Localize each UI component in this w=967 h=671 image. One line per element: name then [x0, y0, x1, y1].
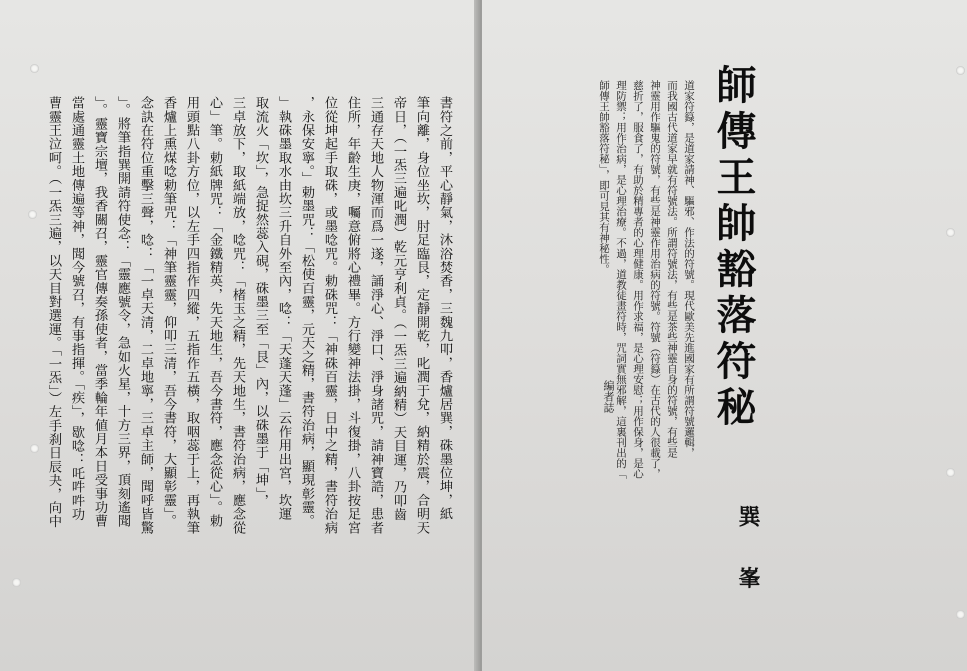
body-column: 當處通靈土地傳遍等神，聞今號召，有事指揮。「疾」，歇唸：吒吽吽功 — [69, 96, 84, 522]
body-column: 用頭點八卦方位，以左手四指作四縱，五指作五橫，取咽蕊于上，再執筆 — [184, 96, 199, 535]
body-column: 」。靈寶宗壇，我香關召，靈官傳奏孫使者，當季輪年値月本日受事功曹 — [92, 96, 107, 528]
binding-hole — [28, 210, 37, 219]
body-column: 香爐上熏煤唸勅筆咒：「神筆靈靈，仰叩三清，吾今書符，大顯彰靈」。 — [161, 96, 176, 528]
left-page — [0, 0, 480, 671]
binding-hole — [946, 468, 955, 477]
body-column: 住所，年齡生庚，囑意俯將心禮畢。方行變神法掛，斗復掛，八卦按足宮 — [345, 96, 360, 535]
binding-hole — [30, 444, 39, 453]
body-column: 念訣在符位重擊三聲，唸：「一卓天清，二卓地寧，三卓主師，聞呼皆驚 — [138, 96, 153, 535]
article-title: 師傳王帥豁落符秘 — [710, 64, 756, 432]
preface-line: 神靈用作驅鬼的符號，有些是神靈作用治病的符號。符號（符籙）在古代的人很載了， — [649, 80, 661, 479]
body-column: 曹靈王泣呵。（一炁三遍，以天目對選運。「一炁」）左手刹日辰夬，向中 — [46, 96, 61, 529]
body-column: 筆向離，身位坐坎，肘足臨艮，定靜開乾，叱潤于兌，納精於震，合明天 — [414, 96, 429, 535]
body-column: 三通存天地人物渾而爲一遂，誦淨心、淨口、淨身諸咒，請神寶誥，患者 — [368, 96, 383, 535]
body-column: 帝日，（一炁三遍叱潤）乾元亨利貞。（一炁三遍納精）天目運，乃叩齒 — [391, 96, 406, 522]
binding-hole — [12, 578, 21, 587]
preface-line: 道家符籙，是道家請神、驅邪、作法的符號。現代歐美先進國家有所謂符號邏輯， — [683, 80, 695, 458]
preface-line: 理防禦；用作治病，是心理治療。不過，道教徒畫符時，咒詞實無邪解，這裏刊出的「 — [615, 80, 627, 479]
body-column: 三卓放下，取紙端放，唸咒：「楮玉之精，先天地生，書符治病，應念從 — [230, 96, 245, 535]
binding-hole — [956, 610, 965, 619]
editor-note: 編者誌 — [602, 380, 615, 413]
author-name: 巽 峯 — [735, 505, 761, 605]
body-column: 」。將筆指巽開請符使念：「靈應號令，急如火星，十方三界，頂刻遙聞 — [115, 96, 130, 528]
body-column: 書符之前，平心靜氣，沐浴焚香，三魏九叩，香爐居巽，硃墨位坤，紙 — [437, 96, 452, 521]
preface-line: 師傳王帥豁落符秘」，即可見其有神秘性。 — [598, 80, 610, 275]
binding-hole — [956, 66, 965, 75]
body-column: 位從坤起手取硃，或墨唸咒。勅硃咒：「神硃百靈，日中之精，書符治病 — [322, 96, 337, 535]
binding-hole — [30, 64, 39, 73]
body-column: ，永保安寧。」勅墨咒：「松使百靈，元天之精，書符治病，顯現彰靈。 — [299, 96, 314, 528]
body-column: 心」筆。勅紙牌咒：「金鐵精英，先天地生，吾今書符，應念從心」。勅 — [207, 96, 222, 528]
body-column: 」執硃墨取水由坎三升自外至內，唸：「天蓬天蓬」云作用出宮，坎運 — [276, 96, 291, 521]
body-column: 取流火「坎」，急捉然蕊入硯，硃墨三至「艮」內，以硃墨于「坤」， — [253, 96, 268, 508]
binding-hole — [946, 228, 955, 237]
preface-line: 慈折了，服食了，有助於精專者的心理健康。用作求福，是心理安慰；用作保身，是心 — [632, 80, 644, 479]
preface-line: 而我國古代道家早就有符號法。所謂符號法，有些是茶些神靈自身的符號，有些是 — [666, 80, 678, 458]
